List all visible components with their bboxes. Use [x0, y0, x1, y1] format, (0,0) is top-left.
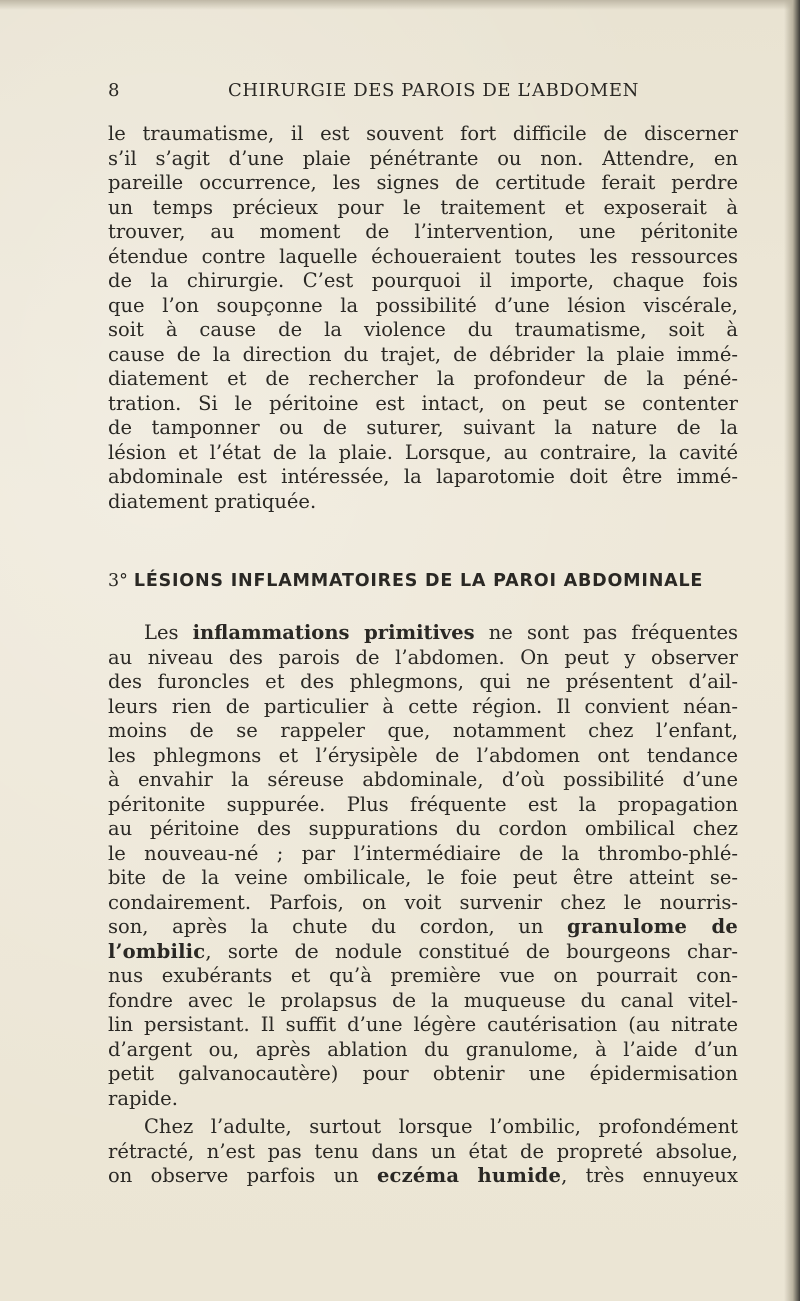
text-line: au niveau des parois de l’abdomen. On peut y observer [108, 645, 738, 669]
text-line: diatement et de rechercher la profondeur de la péné- [108, 367, 738, 390]
text-line: lin persistant. Il suffit d’une légère cautérisation (au nitrate [108, 1013, 738, 1036]
emphasis-term: eczéma [376, 1164, 460, 1187]
text-line [108, 621, 738, 646]
text-line: trouver, au moment de l’intervention, une péritonite [108, 220, 738, 243]
text-line: diatement pratiquée. [108, 489, 317, 513]
emphasis-term: granulome de [567, 915, 738, 938]
running-header [108, 80, 748, 106]
text-line: de la chirurgie. C’est pourquoi il importe, chaque fois [108, 269, 738, 292]
page-top-edge [0, 0, 800, 10]
text-line: rapide. [108, 1086, 178, 1110]
section-number: 3° [108, 571, 128, 591]
text-line: rétracté, n’est pas tenu dans un état de propreté absolue, [108, 1139, 738, 1163]
text-line: nus exubérants et qu’à première vue on pourrait con- [108, 964, 738, 987]
page-number: 8 [108, 80, 120, 101]
text-run: Les [144, 621, 193, 644]
page-binding-edge [784, 0, 800, 1301]
text-line: s’il s’agit d’une plaie pénétrante ou non. Attendre, en [108, 146, 738, 170]
text-line: leurs rien de particulier à cette région. Il convient néan- [108, 694, 738, 718]
running-title: CHIRURGIE DES PAROIS DE L’ABDOMEN [228, 80, 639, 101]
text-line: pareille occurrence, les signes de certitude ferait perdre [108, 171, 738, 194]
text-line [108, 940, 738, 965]
text-line: des furoncles et des phlegmons, qui ne présentent d’ail- [108, 670, 738, 693]
text-line: étendue contre laquelle échoueraient toutes les ressources [108, 244, 738, 268]
section-title: LÉSIONS INFLAMMATOIRES DE LA PAROI ABDOMINALE [133, 571, 704, 591]
text-line [108, 1164, 738, 1189]
emphasis-term: inflammations primitives [192, 621, 475, 644]
text-line: petit galvanocautère) pour obtenir une épidermisation [108, 1062, 738, 1085]
text-run: , très ennuyeux [561, 1164, 738, 1187]
paragraph-3 [108, 1115, 738, 1189]
text-run: ne sont pas fréquentes [474, 621, 738, 644]
text-run [459, 1164, 477, 1187]
text-line: le traumatisme, il est souvent fort difficile de discerner [108, 122, 738, 145]
text-line: à envahir la séreuse abdominale, d’où possibilité d’une [108, 768, 738, 791]
text-line: le nouveau-né ; par l’intermédiaire de la thrombo-phlé- [108, 841, 738, 865]
text-line: abdominale est intéressée, la laparotomie doit être immé- [108, 465, 738, 488]
text-line: fondre avec le prolapsus de la muqueuse du canal vitel- [108, 988, 738, 1012]
emphasis-term: l’ombilic [108, 939, 206, 963]
text-line [108, 915, 738, 940]
text-run: , sorte de nodule constitué de bourgeons char- [205, 939, 738, 963]
text-line: un temps précieux pour le traitement et exposerait à [108, 195, 738, 219]
text-line: cause de la direction du trajet, de débrider la plaie immé- [108, 342, 738, 366]
emphasis-term: humide [477, 1164, 562, 1187]
text-run: son, après la chute du cordon, un [108, 915, 568, 938]
text-line: de tamponner ou de suturer, suivant la nature de la [108, 416, 738, 439]
text-run: on observe parfois un [108, 1164, 377, 1187]
paragraph-1 [108, 122, 738, 514]
text-line: Chez l’adulte, surtout lorsque l’ombilic, profondément [144, 1115, 738, 1138]
text-line: au péritoine des suppurations du cordon ombilical chez [108, 817, 738, 840]
text-line: lésion et l’état de la plaie. Lorsque, au contraire, la cavité [108, 440, 738, 464]
text-line: tration. Si le péritoine est intact, on peut se contenter [108, 391, 738, 415]
text-line: que l’on soupçonne la possibilité d’une lésion viscérale, [108, 293, 738, 317]
text-line: moins de se rappeler que, notamment chez l’enfant, [108, 719, 738, 742]
paragraph-2 [108, 621, 738, 1111]
text-line: bite de la veine ombilicale, le foie peut être atteint se- [108, 866, 738, 889]
text-line: d’argent ou, après ablation du granulome, à l’aide d’un [108, 1037, 738, 1061]
text-line: les phlegmons et l’érysipèle de l’abdomen ont tendance [108, 743, 738, 767]
text-line: soit à cause de la violence du traumatisme, soit à [108, 318, 738, 341]
section-heading [108, 571, 738, 591]
text-line: condairement. Parfois, on voit survenir chez le nourris- [108, 890, 738, 914]
text-line: péritonite suppurée. Plus fréquente est la propagation [108, 792, 738, 816]
